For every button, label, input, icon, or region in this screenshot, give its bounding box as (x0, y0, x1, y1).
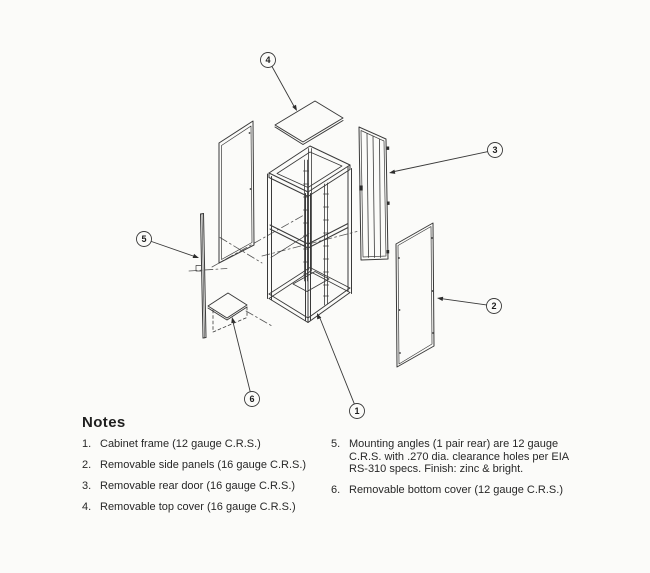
notes-title: Notes (82, 414, 126, 431)
note-5-number: 5. (331, 438, 341, 450)
note-3-number: 3. (82, 480, 92, 492)
top-cover (275, 101, 343, 145)
callout-6 (231, 317, 259, 407)
note-2-text: Removable side panels (16 gauge C.R.S.) (100, 459, 307, 471)
left-side-panel (219, 121, 254, 263)
note-item-6 (331, 484, 583, 497)
note-4-text: Removable top cover (16 gauge C.R.S.) (100, 501, 296, 513)
callout-2-number: 2 (491, 301, 497, 312)
bottom-cover (208, 293, 247, 332)
callout-1-number: 1 (354, 406, 360, 417)
callout-5-number: 5 (141, 234, 147, 245)
rear-door (359, 127, 390, 260)
callout-4 (261, 53, 298, 112)
callout-5 (137, 232, 200, 259)
note-item-1 (82, 438, 332, 451)
note-5-text: Mounting angles (1 pair rear) are 12 gauge C.R.S. with .270 dia. clearance holes per EIA RS-310 specs. Finish: zinc & bright. (349, 438, 569, 475)
note-6-number: 6. (331, 484, 341, 496)
callout-2 (437, 297, 502, 314)
callout-6-number: 6 (249, 394, 255, 405)
callout-4-number: 4 (265, 55, 271, 66)
note-4-number: 4. (82, 501, 92, 513)
mounting-angle (196, 214, 206, 339)
note-1-number: 1. (82, 438, 92, 450)
note-item-5 (331, 438, 583, 476)
right-side-panel (396, 223, 434, 367)
note-6-text: Removable bottom cover (12 gauge C.R.S.) (349, 484, 563, 496)
note-2-number: 2. (82, 459, 92, 471)
note-item-2 (82, 459, 332, 472)
note-item-4 (82, 501, 332, 514)
callout-3 (389, 143, 503, 174)
note-1-text: Cabinet frame (12 gauge C.R.S.) (100, 438, 261, 450)
callout-1 (317, 313, 365, 419)
callout-3-number: 3 (492, 145, 498, 156)
note-3-text: Removable rear door (16 gauge C.R.S.) (100, 480, 296, 492)
note-item-3 (82, 480, 332, 493)
callouts (137, 53, 503, 419)
notes-column-right (331, 438, 583, 505)
cabinet-frame (268, 146, 352, 323)
notes-column-left (82, 438, 332, 522)
